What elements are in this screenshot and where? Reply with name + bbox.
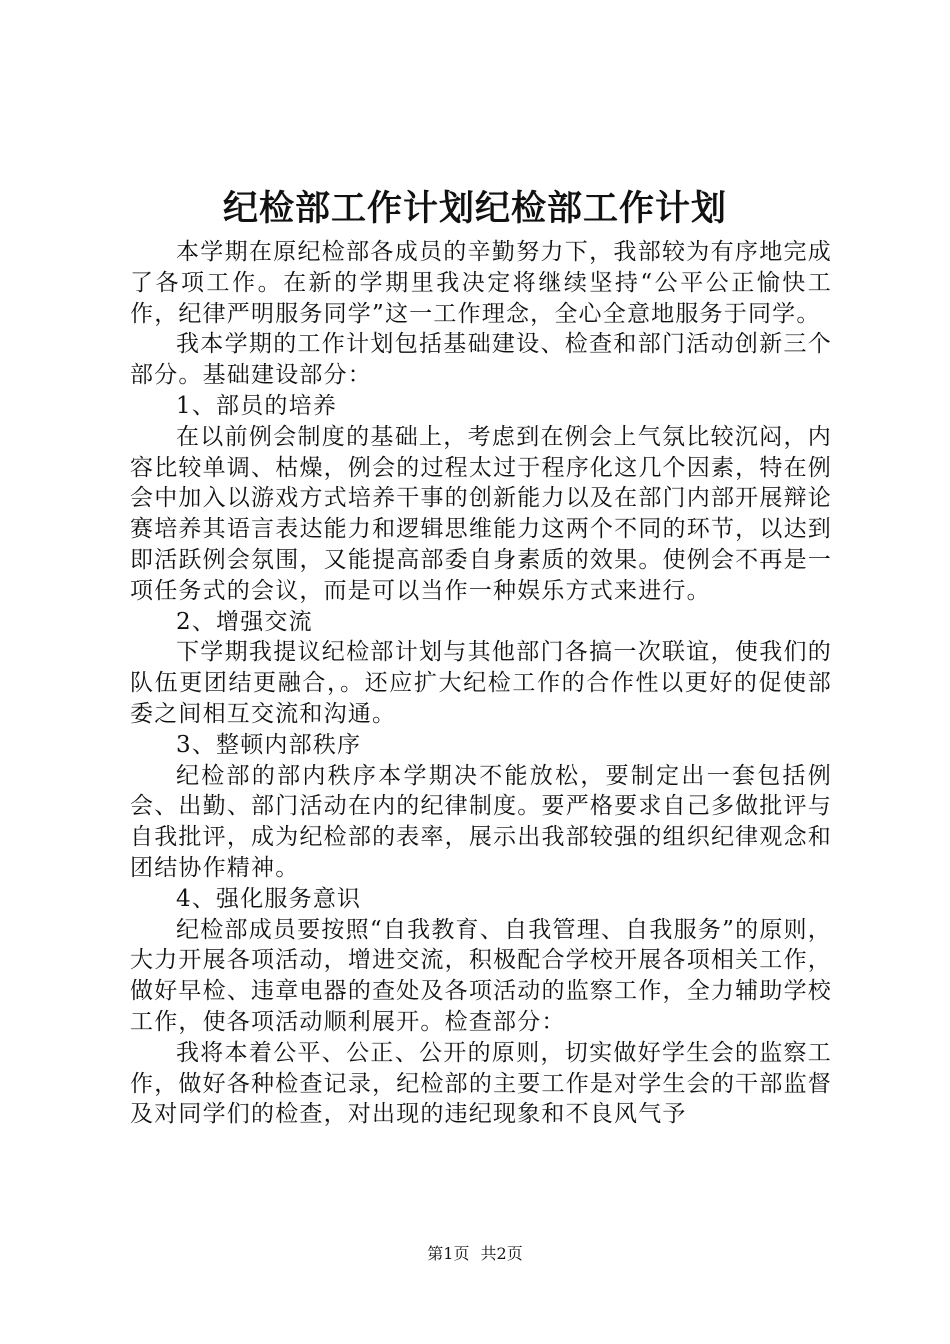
paragraph-training: 在以前例会制度的基础上，考虑到在例会上气氛比较沉闷，内容比较单调、枯燥，例会的过程太过于程序化这几个因素，特在例会中加入以游戏方式培养干事的创新能力以及在部门内部开展辩论赛培养其语言表达能力和逻辑思维能力这两个不同的环节，以达到即活跃例会氛围，又能提高部委自身素质的效果。使例会不再是一项任务式的会议，而是可以当作一种娱乐方式来进行。 — [130, 423, 832, 604]
paragraph-communication: 下学期我提议纪检部计划与其他部门各搞一次联谊，使我们的队伍更团结更融合，。还应扩大纪检工作的合作性以更好的促使部委之间相互交流和沟通。 — [130, 639, 832, 727]
document-body — [130, 237, 832, 1130]
section-heading-service: 4、强化服务意识 — [176, 885, 362, 912]
page-footer — [0, 1243, 950, 1265]
paragraph-plan-overview: 我本学期的工作计划包括基础建设、检查和部门活动创新三个部分。基础建设部分： — [130, 331, 832, 389]
page-total: 共2页 — [480, 1244, 523, 1263]
paragraph-intro: 本学期在原纪检部各成员的辛勤努力下，我部较为有序地完成了各项工作。在新的学期里我决定将继续坚持“公平公正愉快工作，纪律严明服务同学”这一工作理念，全心全意地服务于同学。 — [130, 239, 832, 327]
page-number: 第1页 — [427, 1244, 470, 1263]
section-heading-order: 3、整顿内部秩序 — [176, 731, 362, 758]
paragraph-inspection: 我将本着公平、公正、公开的原则，切实做好学生会的监察工作，做好各种检查记录，纪检部的主要工作是对学生会的干部监督及对同学们的检查，对出现的违纪现象和不良风气予 — [130, 1039, 832, 1128]
paragraph-service: 纪检部成员要按照“自我教育、自我管理、自我服务”的原则，大力开展各项活动，增进交流，积极配合学校开展各项相关工作，做好早检、违章电器的查处及各项活动的监察工作，全力辅助学校工作，使各项活动顺利展开。检查部分： — [130, 916, 832, 1035]
section-heading-communication: 2、增强交流 — [176, 608, 313, 635]
section-heading-training: 1、部员的培养 — [176, 392, 338, 419]
paragraph-order: 纪检部的部内秩序本学期决不能放松，要制定出一套包括例会、出勤、部门活动在内的纪律制度。要严格要求自己多做批评与自我批评，成为纪检部的表率，展示出我部较强的组织纪律观念和团结协作精神。 — [130, 762, 832, 881]
document-title: 纪检部工作计划纪检部工作计划 — [222, 188, 727, 229]
